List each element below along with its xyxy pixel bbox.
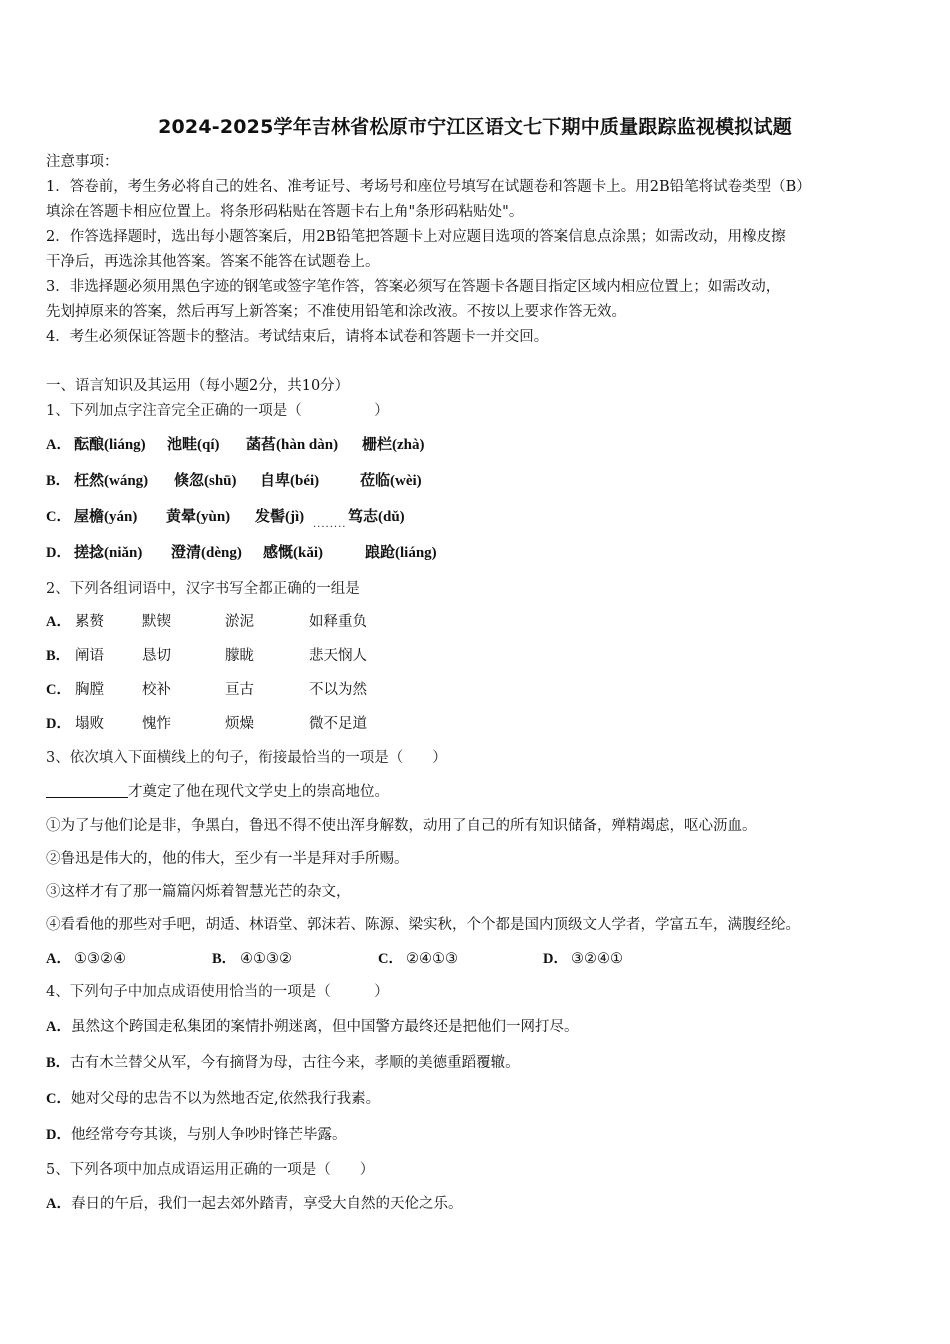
fill-blank	[46, 785, 128, 798]
q3-lead-line: 才奠定了他在现代文学史上的崇高地位。	[46, 783, 389, 801]
notice-line-2a: 2．作答选择题时，选出每小题答案后，用2B铅笔把答题卡上对应题目选项的答案信息点涂黑；如需改动，用橡皮擦	[46, 229, 786, 245]
q4-option-d: D．他经常夸夸其谈，与别人争吵时锋芒毕露。	[46, 1127, 347, 1143]
q4-option-b: B．古有木兰替父从军，今有摘肾为母，古往今来，孝顺的美德重蹈覆辙。	[46, 1055, 520, 1071]
q3-sentence-2: ②鲁迅是伟大的，他的伟大，至少有一半是拜对手所赐。	[46, 851, 409, 867]
q3-sentence-4: ④看看他的那些对手吧，胡适、林语堂、郭沫若、陈源、梁实秋，个个都是国内顶级文人学者，学富五车，满腹经纶。	[46, 917, 800, 933]
q3-sentence-3: ③这样才有了那一篇篇闪烁着智慧光芒的杂文，	[46, 884, 351, 900]
notice-line-1b: 填涂在答题卡相应位置上。将条形码粘贴在答题卡右上角"条形码粘贴处"。	[46, 204, 524, 220]
notice-line-4: 4．考生必须保证答题卡的整洁。考试结束后，请将本试卷和答题卡一并交回。	[46, 329, 549, 345]
question-1-stem: 1、下列加点字注音完全正确的一项是（ ）	[46, 403, 389, 419]
q3-sentence-1: ①为了与他们论是非，争黑白，鲁迅不得不使出浑身解数，动用了自己的所有知识储备，殚精竭虑，呕心沥血。	[46, 818, 757, 834]
q5-option-a: A．春日的午后，我们一起去郊外踏青，享受大自然的天伦之乐。	[46, 1196, 463, 1212]
question-5-stem: 5、下列各项中加点成语运用正确的一项是（ ）	[46, 1162, 375, 1178]
notice-line-1a: 1．答卷前，考生务必将自己的姓名、准考证号、考场号和座位号填写在试题卷和答题卡上。用2B铅笔将试卷类型（B）	[46, 179, 811, 195]
question-4-stem: 4、下列句子中加点成语使用恰当的一项是（ ）	[46, 984, 389, 1000]
section-heading: 一、语言知识及其运用（每小题2分，共10分）	[46, 378, 350, 394]
q4-option-c: C．她对父母的忠告不以为然地否定,依然我行我素。	[46, 1091, 381, 1107]
q4-option-a: A．虽然这个跨国走私集团的案情扑朔迷离，但中国警方最终还是把他们一网打尽。	[46, 1019, 579, 1035]
exam-page: 2024-2025学年吉林省松原市宁江区语文七下期中质量跟踪监视模拟试题 注意事项： 1．答卷前，考生务必将自己的姓名、准考证号、考场号和座位号填写在试题卷和答题卡上。用2B铅笔将试卷类型（B） 填涂在答题卡相应位置上。将条形码粘贴在答题卡右上角"条形码粘贴处"。 2．作答选择题时，选出每小题答案后，用2B铅笔把答题卡上对应题目选项的答案信息点涂黑；如需改动，用橡皮擦 干净后，再选涂其他答案。答案不能答在试题卷上。 3．非选择题必须用黑色字迹的钢笔或签字笔作答，答案必须写在答题卡各题目指定区域内相应位置上；如需改动， 先划掉原来的答案，然后再写上新答案；不准使用铅笔和涂改液。不按以上要求作答无效。 4．考生必须保证答题卡的整洁。考试结束后，请将本试卷和答题卡一并交回。 一、语言知识及其运用（每小题2分，共10分） 1、下列加点字注音完全正确的一项是（ ） A． 酝酿(liáng) 池畦(qí) 菡萏(hàn dàn) 栅栏(zhà) B． 枉然(wáng) 倏忽(shū) 自卑(béi) 莅临(wèi) C． 屋檐(yán) 黄晕(yùn) 发髻(jì) ........ 笃志(dǔ) D． 搓捻(niǎn) 澄清(dèng) 感慨(kǎi) 踉跄(liáng) 2、下列各组词语中，汉字书写全都正确的一组是 A． 累赘 默锲 淤泥 如释重负 B． 阐语 恳切 朦眬 悲天悯人 C． 胸膛 校补 亘古 不以为然 D． 塌败 愧怍 烦燥 微不足道 3、依次填入下面横线上的句子，衔接最恰当的一项是（ ） 才奠定了他在现代文学史上的崇高地位。 ①为了与他们论是非，争黑白，鲁迅不得不使出浑身解数，动用了自己的所有知识储备，殚精竭虑，呕心沥血。 ②鲁迅是伟大的，他的伟大，至少有一半是拜对手所赐。 ③这样才有了那一篇篇闪烁着智慧光芒的杂文， ④看看他的那些对手吧，胡适、林语堂、郭沫若、陈源、梁实秋，个个都是国内顶级文人学者，学富五车，满腹经纶。 A． ①③②④ B． ④①③② C． ②④①③ D． ③②④① 4、下列句子中加点成语使用恰当的一项是（ ） A．虽然这个跨国走私集团的案情扑朔迷离，但中国警方最终还是把他们一网打尽。 B．古有木兰替父从军，今有摘肾为母，古往今来，孝顺的美德重蹈覆辙。 C．她对父母的忠告不以为然地否定,依然我行我素。 D．他经常夸夸其谈，与别人争吵时锋芒毕露。 5、下列各项中加点成语运用正确的一项是（ ） A．春日的午后，我们一起去郊外踏青，享受大自然的天伦之乐。	[0, 0, 950, 1344]
notice-heading: 注意事项：	[46, 154, 119, 170]
question-3-stem: 3、依次填入下面横线上的句子，衔接最恰当的一项是（ ）	[46, 750, 447, 766]
notice-line-3b: 先划掉原来的答案，然后再写上新答案；不准使用铅笔和涂改液。不按以上要求作答无效。	[46, 304, 626, 320]
emphasis-dots: ........	[313, 519, 347, 530]
notice-line-3a: 3．非选择题必须用黑色字迹的钢笔或签字笔作答，答案必须写在答题卡各题目指定区域内相应位置上；如需改动，	[46, 279, 781, 295]
notice-line-2b: 干净后，再选涂其他答案。答案不能答在试题卷上。	[46, 254, 380, 270]
page-title: 2024-2025学年吉林省松原市宁江区语文七下期中质量跟踪监视模拟试题	[158, 116, 792, 138]
question-2-stem: 2、下列各组词语中，汉字书写全都正确的一组是	[46, 581, 360, 597]
